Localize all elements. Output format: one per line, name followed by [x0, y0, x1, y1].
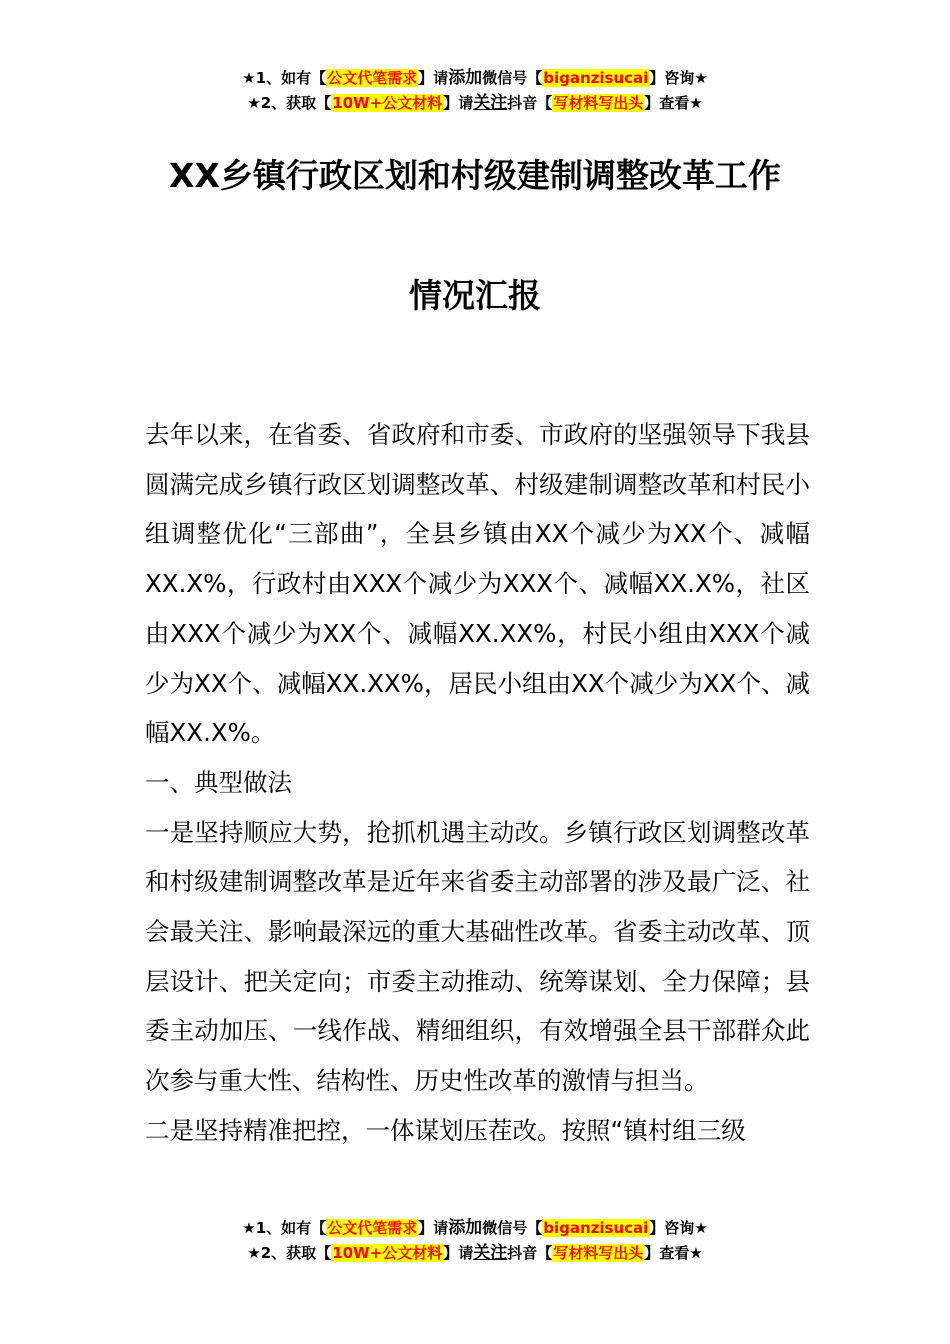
document-title-line-2: 情况汇报 — [409, 276, 541, 315]
highlight-wechat-id: biganzisucai — [543, 1219, 649, 1237]
document-body — [145, 410, 810, 1156]
promo-line-1: ★1、如有【公文代笔需求】请添加微信号【biganzisucai】咨询★ — [242, 68, 708, 88]
highlight-wechat-id: biganzisucai — [543, 69, 649, 87]
paragraph-intro: 去年以来，在省委、省政府和市委、市政府的坚强领导下我县圆满完成乡镇行政区划调整改革、村级建制调整改革和村民小组调整优化“三部曲”，全县乡镇由XX个减少为XX个、减幅XX.X%，行政村由XXX个减少为XXX个、减幅XX.X%，社区由XXX个减少为XX个、减幅XX.XX%，村民小组由XXX个减少为XX个、减幅XX.XX%，居民小组由XX个减少为XX个、减幅XX.X%。 — [145, 420, 810, 748]
section-heading: 一、典型做法 — [145, 767, 292, 797]
highlight-douyin-account: 写材料写出头 — [553, 94, 644, 112]
promo-banner-top — [0, 66, 950, 116]
highlight-service: 公文代笔需求 — [327, 69, 418, 87]
document-title-line-1: XX乡镇行政区划和村级建制调整改革工作 — [169, 156, 781, 195]
paragraph-point-2: 二是坚持精准把控，一体谋划压茬改。按照“镇村组三级 — [145, 1115, 746, 1145]
paragraph-point-1: 一是坚持顺应大势，抢抓机遇主动改。乡镇行政区划调整改革和村级建制调整改革是近年来省委主动部署的涉及最广泛、社会最关注、影响最深远的重大基础性改革。省委主动改革、顶层设计、把关定向；市委主动推动、统筹谋划、全力保障；县委主动加压、一线作战、精细组织，有效增强全县干部群众此次参与重大性、结构性、历史性改革的激情与担当。 — [145, 817, 810, 1096]
promo-line-1: ★1、如有【公文代笔需求】请添加微信号【biganzisucai】咨询★ — [242, 1218, 708, 1238]
promo-line-2: ★2、获取【10W+公文材料】请关注抖音【写材料写出头】查看★ — [247, 1243, 703, 1263]
promo-line-2: ★2、获取【10W+公文材料】请关注抖音【写材料写出头】查看★ — [247, 93, 703, 113]
highlight-service: 公文代笔需求 — [327, 1219, 418, 1237]
highlight-materials: 10W+公文材料 — [332, 1244, 443, 1262]
highlight-materials: 10W+公文材料 — [332, 94, 443, 112]
promo-banner-bottom — [0, 1216, 950, 1266]
highlight-douyin-account: 写材料写出头 — [553, 1244, 644, 1262]
